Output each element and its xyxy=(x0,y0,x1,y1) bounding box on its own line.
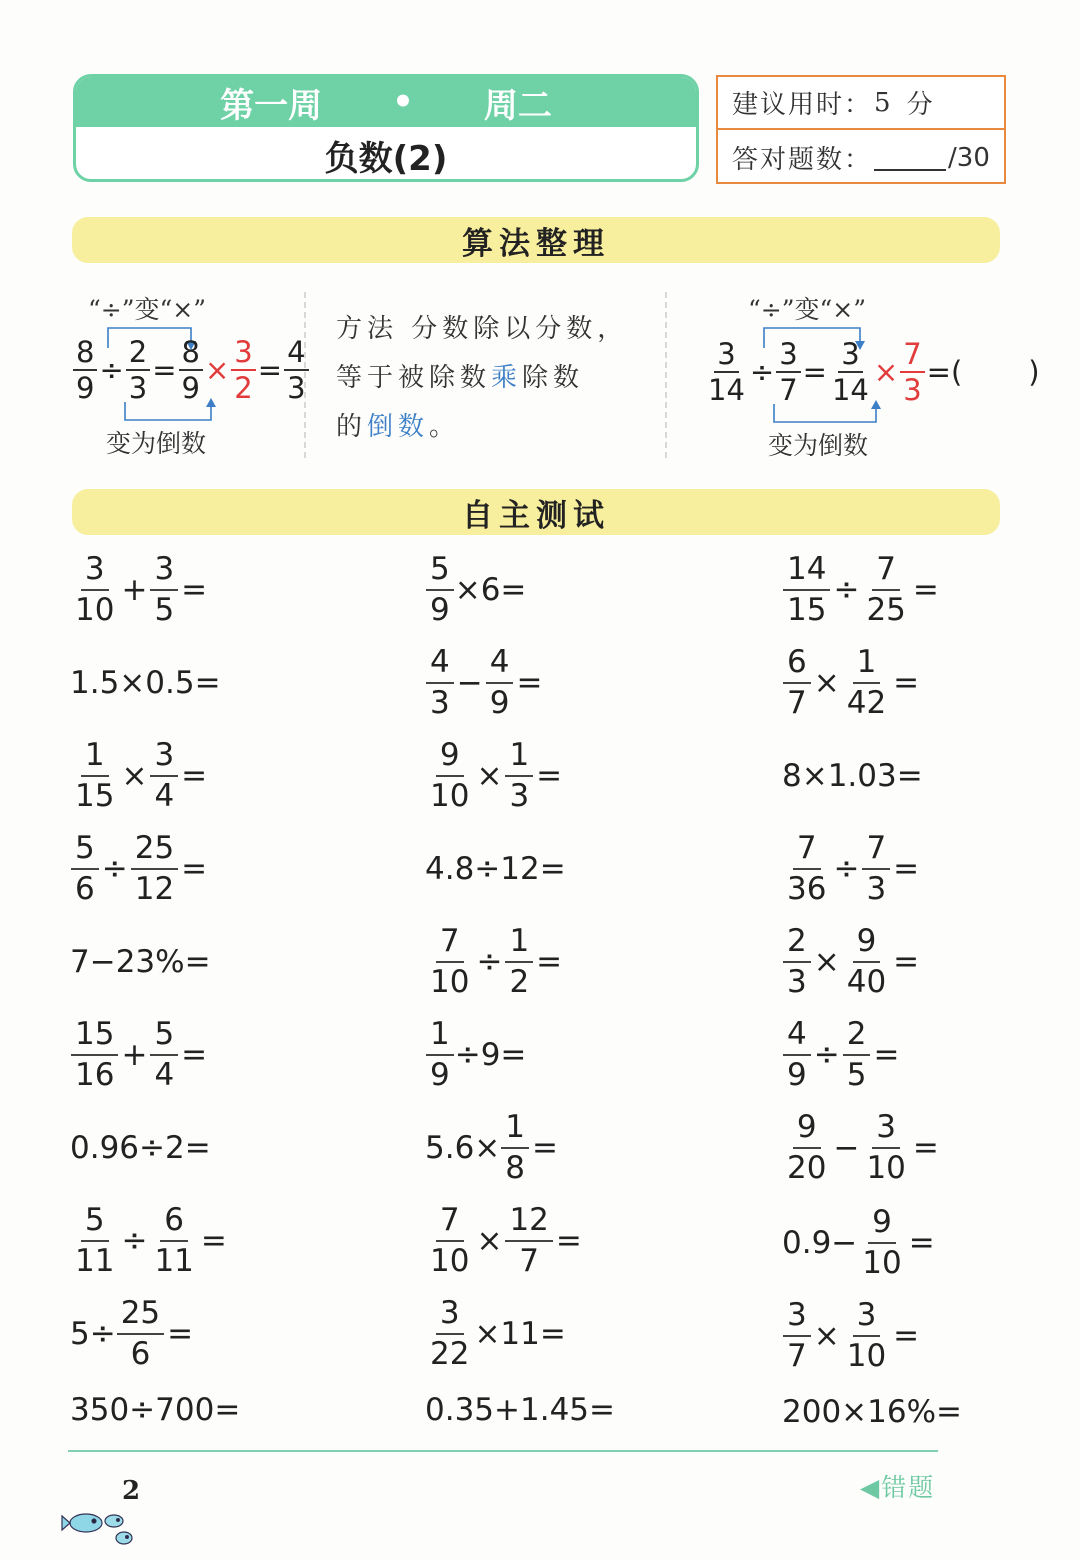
exercise-item: $\frac{2}{3}$ × $\frac{9}{40}$ = xyxy=(782,922,921,1002)
fraction: $\frac{4}{3}$ xyxy=(284,335,308,405)
exercise-item: 0.35+1.45= xyxy=(425,1392,615,1428)
exercise-item: $\frac{5}{11}$ ÷ $\frac{6}{11}$ = xyxy=(70,1201,229,1281)
week-day-box xyxy=(73,74,699,182)
exercise-item: 200×16%= xyxy=(782,1394,963,1430)
exercise-item: 5÷ $\frac{25}{6}$ = xyxy=(70,1295,194,1372)
exercise-item: 0.9− $\frac{9}{10}$ = xyxy=(782,1204,935,1281)
exercise-item: $\frac{4}{9}$ ÷ $\frac{2}{5}$ = xyxy=(782,1015,901,1095)
exercise-item: $\frac{3}{22}$ ×11= xyxy=(425,1294,566,1374)
fraction: $\frac{9}{10}$ xyxy=(862,1204,902,1281)
exercise-item: $\frac{14}{15}$ ÷ $\frac{7}{25}$ = xyxy=(782,550,941,630)
fraction: $\frac{5}{4}$ xyxy=(150,1015,178,1095)
exercise-item: 4.8÷12= xyxy=(425,851,566,887)
exercise-item: $\frac{7}{10}$ × $\frac{12}{7}$ = xyxy=(425,1201,584,1281)
wrong-questions-label[interactable]: ◀错题 xyxy=(860,1473,936,1502)
fraction: $\frac{3}{7}$ xyxy=(776,337,800,407)
fraction: $\frac{3}{10}$ xyxy=(866,1109,906,1186)
fraction: $\frac{5}{6}$ xyxy=(71,829,99,909)
score-blank[interactable] xyxy=(874,145,946,171)
section-banner-self-test: 自主测试 xyxy=(72,489,1000,535)
footer-line xyxy=(68,1450,938,1452)
method-text: 方法 分数除以分数， 等于被除数乘除数 的倒数。 xyxy=(336,314,629,442)
fraction: $\frac{3}{7}$ xyxy=(783,1296,811,1376)
divider xyxy=(665,292,667,458)
exercise-item: $\frac{7}{10}$ ÷ $\frac{1}{2}$ = xyxy=(425,922,564,1002)
fraction: 9 20 xyxy=(787,1109,827,1186)
exercise-item: 350÷700= xyxy=(70,1392,241,1428)
caption-reciprocal: 变为倒数 xyxy=(106,429,207,458)
fraction: 3 10 xyxy=(75,551,115,628)
exercise-item: $\frac{1}{15}$ × $\frac{3}{4}$ = xyxy=(70,736,209,816)
exercise-item: $\frac{6}{7}$ × $\frac{1}{42}$ = xyxy=(782,643,921,723)
fraction: $\frac{25}{12}$ xyxy=(131,829,178,909)
fraction: 15 16 xyxy=(71,1015,118,1095)
exercise-item: $\frac{7}{36}$ ÷ $\frac{7}{3}$ = xyxy=(782,829,921,909)
exercise-item: 1.5×0.5= xyxy=(70,665,221,701)
week-day-bar xyxy=(76,77,696,127)
fraction: $\frac{6}{11}$ xyxy=(154,1202,194,1279)
caption-div-to-mul: “÷”变“×” xyxy=(88,295,207,324)
fraction: $\frac{1}{3}$ xyxy=(505,736,533,816)
fraction: 4 3 xyxy=(426,643,454,723)
correct-count: 答对题数： /30 xyxy=(732,142,990,175)
page-number: 2 xyxy=(122,1476,141,1506)
fraction: $\frac{7}{3}$ xyxy=(862,829,890,909)
fraction: $\frac{1}{15}$ xyxy=(75,737,115,814)
week-label: 第一周 xyxy=(220,85,323,126)
exercise-item: 5.6× $\frac{1}{8}$ = xyxy=(425,1109,558,1186)
caption-reciprocal: 变为倒数 xyxy=(768,431,869,460)
exercise-item: 7−23%= xyxy=(70,944,211,980)
fraction: $\frac{4}{9}$ xyxy=(783,1015,811,1095)
section-banner-algorithm: 算法整理 xyxy=(72,217,1000,263)
separator-dot: • xyxy=(392,82,414,122)
fraction: $\frac{3}{14}$ xyxy=(708,337,745,407)
exercise-item: 3 10 + $\frac{3}{5}$ = xyxy=(70,550,209,630)
fish-icon xyxy=(60,1505,150,1551)
fraction: $\frac{5}{9}$ xyxy=(426,550,454,630)
example-right-equation: $\frac{3}{14}$ ÷ $\frac{3}{7}$ = $\frac{3}{14}$ × $\frac{7}{3}$ =( ) xyxy=(704,337,1041,407)
exercise-item: $\frac{3}{7}$ × $\frac{3}{10}$ = xyxy=(782,1296,921,1376)
fraction: $\frac{3}{14}$ xyxy=(831,337,869,407)
fraction: $\frac{3}{5}$ xyxy=(150,550,178,630)
fraction: $\frac{3}{4}$ xyxy=(150,736,178,816)
exercise-item: 15 16 + $\frac{5}{4}$ = xyxy=(70,1015,209,1095)
exercise-item: $\frac{5}{6}$ ÷ $\frac{25}{12}$ = xyxy=(70,829,209,909)
fraction: $\frac{8}{9}$ xyxy=(73,335,97,405)
fraction: $\frac{12}{7}$ xyxy=(505,1201,552,1281)
fraction: $\frac{4}{9}$ xyxy=(486,643,514,723)
fraction: $\frac{7}{36}$ xyxy=(787,830,827,907)
reciprocal-fraction: $\frac{3}{2}$ xyxy=(231,335,255,405)
fraction: $\frac{2}{3}$ xyxy=(126,335,150,405)
fraction: $\frac{2}{3}$ xyxy=(783,922,811,1002)
fraction: $\frac{6}{7}$ xyxy=(783,643,811,723)
example-left-equation: $\frac{8}{9}$ ÷ $\frac{2}{3}$ = $\frac{8}{9}$ × $\frac{3}{2}$ = $\frac{4}{3}$ xyxy=(72,335,310,405)
info-box xyxy=(716,75,1006,184)
fraction: $\frac{1}{9}$ xyxy=(426,1015,454,1095)
fraction: $\frac{1}{8}$ xyxy=(501,1108,529,1188)
fraction: $\frac{7}{10}$ xyxy=(430,1202,470,1279)
fraction: $\frac{14}{15}$ xyxy=(783,550,830,630)
fraction: $\frac{7}{10}$ xyxy=(430,923,470,1000)
fraction: $\frac{3}{22}$ xyxy=(430,1295,470,1372)
fraction: $\frac{1}{42}$ xyxy=(846,644,887,721)
lesson-topic: 负数(2) xyxy=(324,138,448,179)
exercise-item: $\frac{1}{9}$ ÷9= xyxy=(425,1015,526,1095)
fraction: $\frac{3}{10}$ xyxy=(846,1297,887,1374)
exercise-item: $\frac{9}{10}$ × $\frac{1}{3}$ = xyxy=(425,736,564,816)
fraction: $\frac{1}{2}$ xyxy=(505,922,533,1002)
fraction: $\frac{2}{5}$ xyxy=(843,1015,871,1095)
caption-div-to-mul: “÷”变“×” xyxy=(748,295,867,324)
fraction: $\frac{5}{11}$ xyxy=(75,1202,115,1279)
fraction: $\frac{9}{10}$ xyxy=(430,737,470,814)
fraction: $\frac{7}{25}$ xyxy=(866,551,906,628)
suggested-time: 建议用时： 5 分 xyxy=(718,77,1004,130)
exercise-item: 8×1.03= xyxy=(782,758,923,794)
fraction: $\frac{9}{40}$ xyxy=(846,923,887,1000)
exercise-item: $\frac{5}{9}$ ×6= xyxy=(425,550,526,630)
exercise-item: 4 3 − $\frac{4}{9}$ = xyxy=(425,643,544,723)
fraction: $\frac{8}{9}$ xyxy=(179,335,203,405)
fraction: $\frac{25}{6}$ xyxy=(117,1294,164,1374)
reciprocal-fraction: $\frac{7}{3}$ xyxy=(900,337,924,407)
day-label: 周二 xyxy=(483,85,552,126)
exercise-item: 9 20 − $\frac{3}{10}$ = xyxy=(782,1108,941,1188)
exercise-item: 0.96÷2= xyxy=(70,1130,211,1166)
